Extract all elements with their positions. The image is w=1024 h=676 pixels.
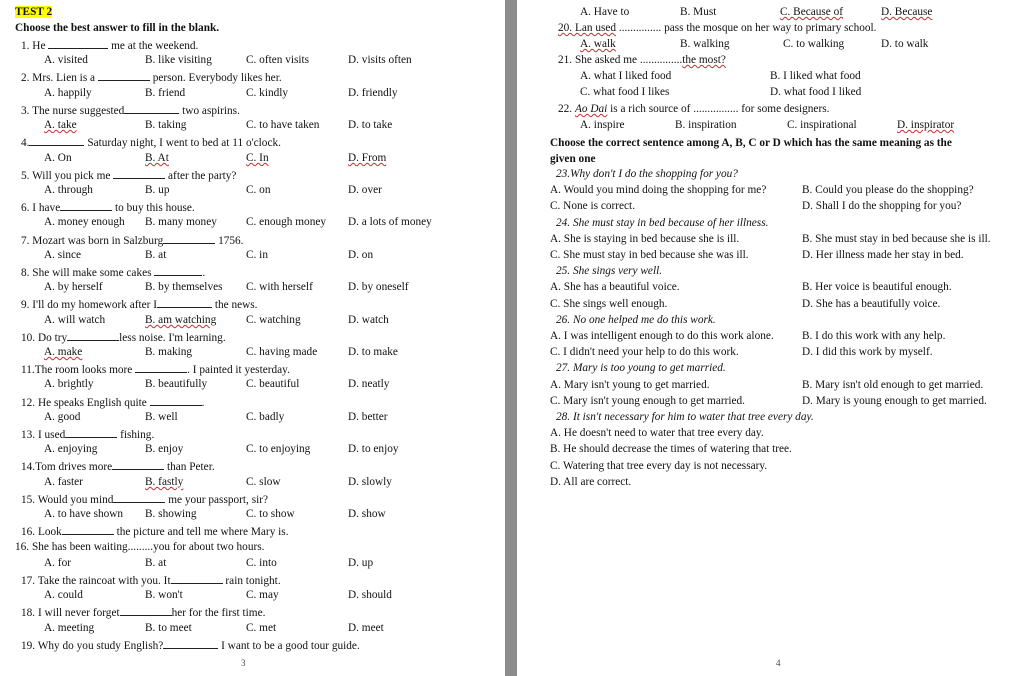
option-a: A. what I liked food bbox=[580, 70, 672, 82]
option-d: D. up bbox=[348, 557, 374, 569]
question-stem: 13. I used fishing. bbox=[21, 429, 155, 441]
option-b: B. friend bbox=[145, 87, 186, 99]
question-stem: 25. She sings very well. bbox=[556, 265, 663, 277]
option-b: B. well bbox=[145, 411, 178, 423]
option-a: A. brightly bbox=[44, 378, 94, 390]
option-c: C. met bbox=[246, 622, 277, 634]
question-stem: 16. Look the picture and tell me where Mary is. bbox=[21, 526, 289, 538]
option-a: A. He doesn't need to water that tree every day. bbox=[550, 427, 764, 439]
option-b: B. to meet bbox=[145, 622, 192, 634]
option-b: B. Her voice is beautiful enough. bbox=[802, 281, 952, 293]
question-stem: 6. I have to buy this house. bbox=[21, 202, 195, 214]
option-c: C. enough money bbox=[246, 216, 327, 228]
option-c: C. what food I likes bbox=[580, 86, 670, 98]
question-stem: 14.Tom drives more than Peter. bbox=[21, 461, 215, 473]
option-b: B. up bbox=[145, 184, 170, 196]
option-a: A. walk bbox=[580, 38, 616, 50]
instruction: Choose the best answer to fill in the blank. bbox=[15, 22, 220, 34]
option-b: B. won't bbox=[145, 589, 183, 601]
question-stem: 17. Take the raincoat with you. It rain tonight. bbox=[21, 575, 281, 587]
option-c: C. She sings well enough. bbox=[550, 298, 668, 310]
question-stem: 20. Lan used ............... pass the mosque on her way to primary school. bbox=[558, 22, 877, 34]
question-stem: 22. Ao Dai is a rich source of ................ for some designers. bbox=[558, 103, 830, 115]
option-b: B. Could you please do the shopping? bbox=[802, 184, 974, 196]
question-stem: 23.Why don't I do the shopping for you? bbox=[556, 168, 738, 180]
option-c: C. to have taken bbox=[246, 119, 320, 131]
option-d: D. watch bbox=[348, 314, 389, 326]
option-c: C. to walking bbox=[783, 38, 845, 50]
option-b: B. walking bbox=[680, 38, 730, 50]
option-a: A. will watch bbox=[44, 314, 106, 326]
option-a: A. I was intelligent enough to do this work alone. bbox=[550, 330, 774, 342]
option-c: C. in bbox=[246, 249, 268, 261]
page-left bbox=[0, 0, 505, 676]
option-a: A. Would you mind doing the shopping for me? bbox=[550, 184, 767, 196]
section-instruction: Choose the correct sentence among A, B, C or D which has the same meaning as the bbox=[550, 137, 952, 149]
option-c: C. beautiful bbox=[246, 378, 300, 390]
option-a: A. On bbox=[44, 152, 72, 164]
option-b: B. Must bbox=[680, 6, 717, 18]
option-d: D. meet bbox=[348, 622, 384, 634]
option-b: B. making bbox=[145, 346, 193, 358]
option-a: A. by herself bbox=[44, 281, 103, 293]
option-c: C. Mary isn't young enough to get married. bbox=[550, 395, 745, 407]
question-stem: 12. He speaks English quite . bbox=[21, 397, 205, 409]
question-stem: 28. It isn't necessary for him to water that tree every day. bbox=[556, 411, 814, 423]
page-number: 4 bbox=[776, 658, 781, 668]
option-b: B. like visiting bbox=[145, 54, 212, 66]
option-a: A. Have to bbox=[580, 6, 630, 18]
option-c: C. slow bbox=[246, 476, 281, 488]
option-c: C. on bbox=[246, 184, 271, 196]
option-b: B. He should decrease the times of watering that tree. bbox=[550, 443, 792, 455]
option-d: D. to make bbox=[348, 346, 398, 358]
option-d: D. visits often bbox=[348, 54, 412, 66]
option-a: A. money enough bbox=[44, 216, 125, 228]
question-stem: 10. Do try less noise. I'm learning. bbox=[21, 332, 226, 344]
option-d: D. friendly bbox=[348, 87, 398, 99]
option-c: C. may bbox=[246, 589, 279, 601]
option-d: D. to walk bbox=[881, 38, 929, 50]
option-d: D. a lots of money bbox=[348, 216, 432, 228]
option-a: A. faster bbox=[44, 476, 83, 488]
option-d: D. neatly bbox=[348, 378, 390, 390]
question-stem: 16. She has been waiting.........you for about two hours. bbox=[15, 541, 265, 553]
page-right bbox=[517, 0, 1024, 676]
question-stem: 18. I will never forget her for the first time. bbox=[21, 607, 266, 619]
option-b: B. at bbox=[145, 557, 167, 569]
option-b: B. She must stay in bed because she is ill. bbox=[802, 233, 991, 245]
option-a: A. Mary isn't young to get married. bbox=[550, 379, 710, 391]
option-c: C. kindly bbox=[246, 87, 289, 99]
option-d: D. From bbox=[348, 152, 387, 164]
option-c: C. badly bbox=[246, 411, 285, 423]
option-d: D. over bbox=[348, 184, 382, 196]
option-d: D. what food I liked bbox=[770, 86, 862, 98]
option-d: D. inspirator bbox=[897, 119, 955, 131]
question-stem: 5. Will you pick me after the party? bbox=[21, 170, 237, 182]
question-stem: 1. He me at the weekend. bbox=[21, 40, 199, 52]
option-d: D. on bbox=[348, 249, 374, 261]
option-c: C. to show bbox=[246, 508, 295, 520]
option-c: C. None is correct. bbox=[550, 200, 636, 212]
option-b: B. showing bbox=[145, 508, 197, 520]
option-b: B. many money bbox=[145, 216, 217, 228]
option-c: C. having made bbox=[246, 346, 318, 358]
option-b: B. at bbox=[145, 249, 167, 261]
question-stem: 19. Why do you study English? I want to be a good tour guide. bbox=[21, 640, 360, 652]
option-d: D. to take bbox=[348, 119, 393, 131]
question-stem: 8. She will make some cakes . bbox=[21, 267, 206, 279]
option-c: C. Because of bbox=[780, 6, 844, 18]
option-a: A. take bbox=[44, 119, 77, 131]
option-b: B. am watching bbox=[145, 314, 217, 326]
question-stem: 3. The nurse suggested two aspirins. bbox=[21, 105, 240, 117]
option-d: D. Mary is young enough to get married. bbox=[802, 395, 987, 407]
question-stem: 9. I'll do my homework after I the news. bbox=[21, 299, 258, 311]
option-b: B. fastly bbox=[145, 476, 184, 488]
option-d: D. I did this work by myself. bbox=[802, 346, 933, 358]
option-c: C. to enjoying bbox=[246, 443, 311, 455]
option-a: A. through bbox=[44, 184, 93, 196]
option-c: C. She must stay in bed because she was ill. bbox=[550, 249, 749, 261]
question-stem: 24. She must stay in bed because of her illness. bbox=[556, 217, 769, 229]
option-a: A. meeting bbox=[44, 622, 95, 634]
option-b: B. beautifully bbox=[145, 378, 208, 390]
option-c: C. often visits bbox=[246, 54, 310, 66]
option-a: A. She is staying in bed because she is ill. bbox=[550, 233, 740, 245]
option-a: A. enjoying bbox=[44, 443, 98, 455]
question-stem: 7. Mozart was born in Salzburg 1756. bbox=[21, 235, 244, 247]
option-c: C. Watering that tree every day is not necessary. bbox=[550, 460, 768, 472]
option-d: D. to enjoy bbox=[348, 443, 399, 455]
option-a: A. She has a beautiful voice. bbox=[550, 281, 680, 293]
option-c: C. In bbox=[246, 152, 269, 164]
option-a: A. good bbox=[44, 411, 81, 423]
option-b: B. taking bbox=[145, 119, 187, 131]
option-d: D. slowly bbox=[348, 476, 392, 488]
option-b: B. enjoy bbox=[145, 443, 184, 455]
option-a: A. happily bbox=[44, 87, 92, 99]
option-b: B. I do this work with any help. bbox=[802, 330, 946, 342]
question-stem: 11.The room looks more . I painted it yesterday. bbox=[21, 364, 290, 376]
question-stem: 21. She asked me ...............the most? bbox=[558, 54, 726, 66]
test-title: TEST 2 bbox=[15, 6, 53, 18]
option-b: B. by themselves bbox=[145, 281, 223, 293]
question-stem: 4. Saturday night, I went to bed at 11 o'clock. bbox=[21, 137, 281, 149]
question-stem: 27. Mary is too young to get married. bbox=[556, 362, 726, 374]
option-d: D. Because bbox=[881, 6, 933, 18]
option-c: C. watching bbox=[246, 314, 301, 326]
option-a: A. for bbox=[44, 557, 71, 569]
option-d: D. Shall I do the shopping for you? bbox=[802, 200, 962, 212]
question-stem: 2. Mrs. Lien is a person. Everybody likes her. bbox=[21, 72, 282, 84]
option-d: D. Her illness made her stay in bed. bbox=[802, 249, 964, 261]
question-stem: 26. No one helped me do this work. bbox=[556, 314, 716, 326]
option-a: A. to have shown bbox=[44, 508, 124, 520]
page-number: 3 bbox=[241, 658, 246, 668]
option-a: A. inspire bbox=[580, 119, 625, 131]
option-a: A. since bbox=[44, 249, 82, 261]
option-c: C. into bbox=[246, 557, 277, 569]
question-stem: 15. Would you mind me your passport, sir? bbox=[21, 494, 269, 506]
option-a: A. visited bbox=[44, 54, 88, 66]
option-a: A. make bbox=[44, 346, 83, 358]
option-c: C. inspirational bbox=[787, 119, 857, 131]
option-b: B. inspiration bbox=[675, 119, 737, 131]
option-d: D. by oneself bbox=[348, 281, 409, 293]
option-a: A. could bbox=[44, 589, 83, 601]
option-c: C. with herself bbox=[246, 281, 313, 293]
section-instruction-cont: given one bbox=[550, 153, 596, 165]
option-d: D. should bbox=[348, 589, 392, 601]
option-d: D. All are correct. bbox=[550, 476, 632, 488]
option-d: D. show bbox=[348, 508, 386, 520]
option-c: C. I didn't need your help to do this work. bbox=[550, 346, 739, 358]
option-b: B. At bbox=[145, 152, 169, 164]
option-d: D. She has a beautifully voice. bbox=[802, 298, 941, 310]
option-b: B. I liked what food bbox=[770, 70, 861, 82]
option-b: B. Mary isn't old enough to get married. bbox=[802, 379, 984, 391]
option-d: D. better bbox=[348, 411, 388, 423]
